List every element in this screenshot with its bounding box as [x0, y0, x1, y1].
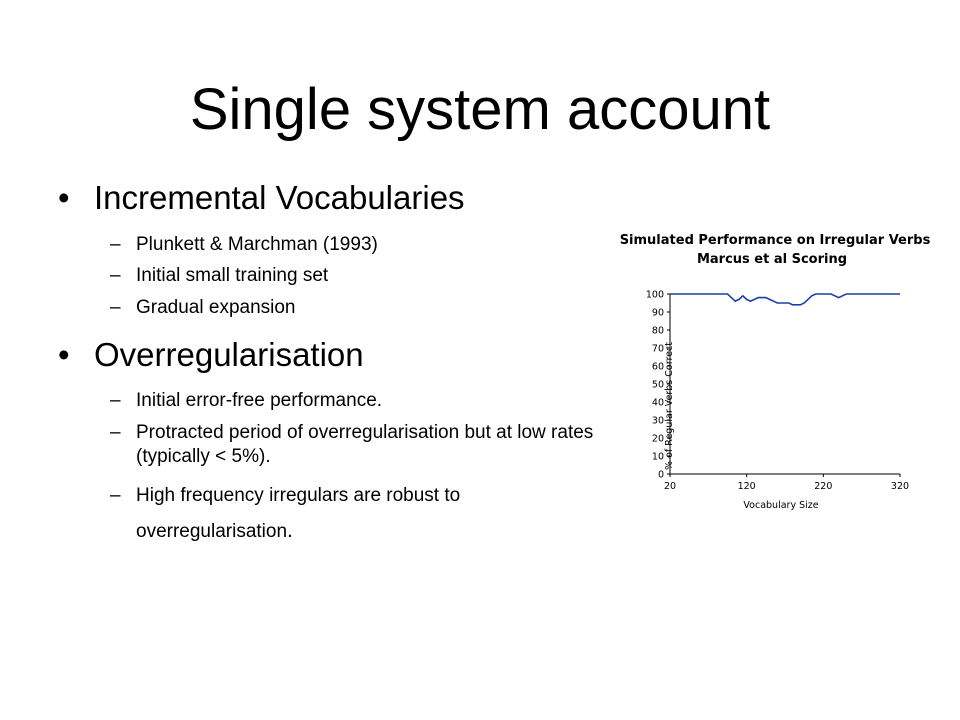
- bullet-incremental-vocabularies: [58, 179, 465, 217]
- y-tick-label: 90: [651, 307, 664, 319]
- chart-axes: [646, 290, 909, 493]
- sub-item: [110, 264, 616, 288]
- x-tick-label: 320: [890, 481, 910, 492]
- bullet-dot: •: [58, 336, 70, 373]
- y-tick-label: 10: [651, 451, 664, 463]
- series-line: [670, 294, 900, 305]
- bullet-overregularisation: [58, 336, 364, 374]
- x-axis-label: Vocabulary Size: [743, 500, 819, 511]
- sub-text: Plunkett & Marchman (1993): [136, 234, 378, 255]
- y-tick-label: 100: [645, 289, 664, 301]
- y-tick-label: 30: [651, 415, 664, 427]
- sub-item: [110, 296, 616, 320]
- sub-dash: –: [110, 265, 121, 286]
- y-tick-label: 0: [657, 469, 664, 481]
- chart-subtitle: Marcus et al Scoring: [696, 252, 848, 267]
- sub-text: Protracted period of overregularisation but at low rates (typically < 5%).: [136, 422, 594, 467]
- y-tick-label: 20: [651, 433, 664, 445]
- sub-text: Gradual expansion: [136, 297, 296, 318]
- sub-item: [110, 421, 601, 469]
- chart-title: Simulated Performance on Irregular Verbs: [619, 233, 931, 248]
- y-tick-label: 40: [651, 397, 664, 409]
- chart-svg: [600, 222, 930, 522]
- sub-item-continuation: [136, 516, 616, 547]
- sub-dash: –: [110, 297, 121, 318]
- bullet-text: Overregularisation: [94, 336, 364, 373]
- sub-item: [110, 233, 616, 257]
- sub-item: [110, 484, 616, 508]
- sub-punct: .: [287, 519, 293, 542]
- sub-dash: –: [110, 234, 121, 255]
- sub-text: Initial small training set: [136, 265, 329, 286]
- y-tick-label: 70: [651, 343, 664, 355]
- y-tick-label: 50: [651, 379, 664, 391]
- sub-item: [110, 389, 616, 413]
- chart-simulated-performance: [600, 222, 930, 522]
- sub-text: High frequency irregulars are robust to: [136, 485, 461, 506]
- sub-dash: –: [110, 390, 121, 411]
- sub-text: overregularisation: [136, 521, 288, 542]
- sub-dash: –: [110, 422, 121, 443]
- y-tick-label: 60: [651, 361, 664, 373]
- sub-text: Initial error-free performance.: [136, 390, 383, 411]
- y-axis-label: % of Regular Verbs Correct: [664, 342, 675, 470]
- y-tick-label: 80: [651, 325, 664, 337]
- x-tick-label: 120: [737, 481, 756, 492]
- slide-title: Single system account: [189, 77, 771, 142]
- bullet-dot: •: [58, 179, 70, 216]
- sub-dash: –: [110, 485, 121, 506]
- x-tick-label: 20: [663, 481, 677, 492]
- x-tick-label: 220: [814, 481, 833, 492]
- bullet-text: Incremental Vocabularies: [94, 179, 465, 216]
